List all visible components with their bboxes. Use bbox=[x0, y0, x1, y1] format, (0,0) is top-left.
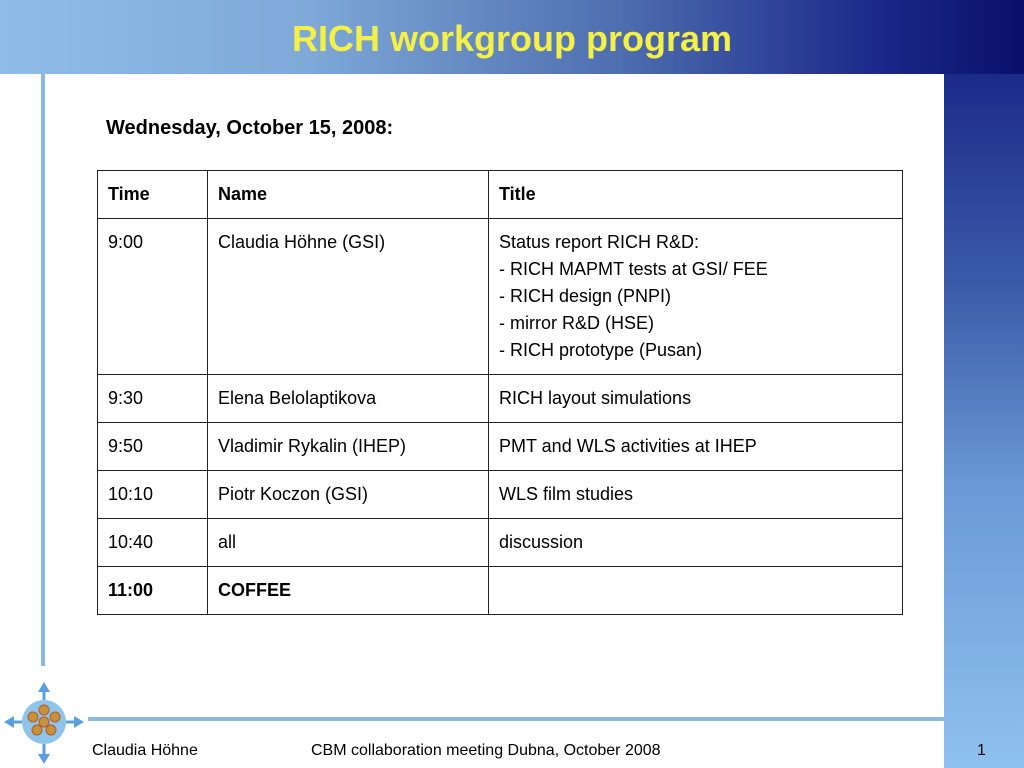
cell-time: 10:40 bbox=[98, 519, 208, 567]
cell-time: 9:00 bbox=[98, 219, 208, 375]
cell-title-line: - RICH design (PNPI) bbox=[499, 286, 672, 306]
cell-title bbox=[489, 219, 903, 375]
column-header-name: Name bbox=[208, 171, 489, 219]
cell-title-line bbox=[499, 577, 892, 604]
footer-page-number: 1 bbox=[977, 742, 986, 759]
column-header-time: Time bbox=[98, 171, 208, 219]
cell-name: COFFEE bbox=[208, 567, 489, 615]
cell-name: all bbox=[208, 519, 489, 567]
table-row bbox=[98, 219, 903, 375]
cell-title-line: WLS film studies bbox=[499, 484, 634, 504]
cell-title bbox=[489, 519, 903, 567]
table-row bbox=[98, 519, 903, 567]
cell-title-line: - RICH MAPMT tests at GSI/ FEE bbox=[499, 259, 768, 279]
cell-title-line: discussion bbox=[499, 532, 584, 552]
table-row bbox=[98, 375, 903, 423]
footer-author: Claudia Höhne bbox=[92, 742, 198, 759]
table-row bbox=[98, 567, 903, 615]
cell-time: 10:10 bbox=[98, 471, 208, 519]
slide-title: RICH workgroup program bbox=[291, 18, 732, 59]
cell-name: Vladimir Rykalin (IHEP) bbox=[208, 423, 489, 471]
date-heading: Wednesday, October 15, 2008: bbox=[106, 117, 394, 139]
cell-title bbox=[489, 471, 903, 519]
right-decorative-band bbox=[944, 74, 1024, 768]
footer-event: CBM collaboration meeting Dubna, October 2008 bbox=[311, 742, 661, 759]
cell-title-line: - RICH prototype (Pusan) bbox=[499, 340, 703, 360]
agenda-table bbox=[97, 170, 903, 615]
column-header-title: Title bbox=[489, 171, 903, 219]
table-header-row bbox=[98, 171, 903, 219]
cell-time: 9:50 bbox=[98, 423, 208, 471]
bottom-divider-line bbox=[88, 717, 944, 721]
cell-name: Elena Belolaptikova bbox=[208, 375, 489, 423]
cell-title bbox=[489, 375, 903, 423]
cbm-logo-icon bbox=[0, 676, 88, 768]
cell-title-line: PMT and WLS activities at IHEP bbox=[499, 436, 757, 456]
cell-title bbox=[489, 567, 903, 615]
cell-name: Claudia Höhne (GSI) bbox=[208, 219, 489, 375]
cell-time: 9:30 bbox=[98, 375, 208, 423]
cell-name: Piotr Koczon (GSI) bbox=[208, 471, 489, 519]
left-divider-line bbox=[41, 74, 45, 666]
agenda-body bbox=[98, 219, 903, 615]
cell-time: 11:00 bbox=[98, 567, 208, 615]
cell-title bbox=[489, 423, 903, 471]
cell-title-line: - mirror R&D (HSE) bbox=[499, 313, 654, 333]
cell-title-line: RICH layout simulations bbox=[499, 388, 692, 408]
cell-title-line: Status report RICH R&D: bbox=[499, 232, 700, 252]
table-row bbox=[98, 423, 903, 471]
table-row bbox=[98, 471, 903, 519]
